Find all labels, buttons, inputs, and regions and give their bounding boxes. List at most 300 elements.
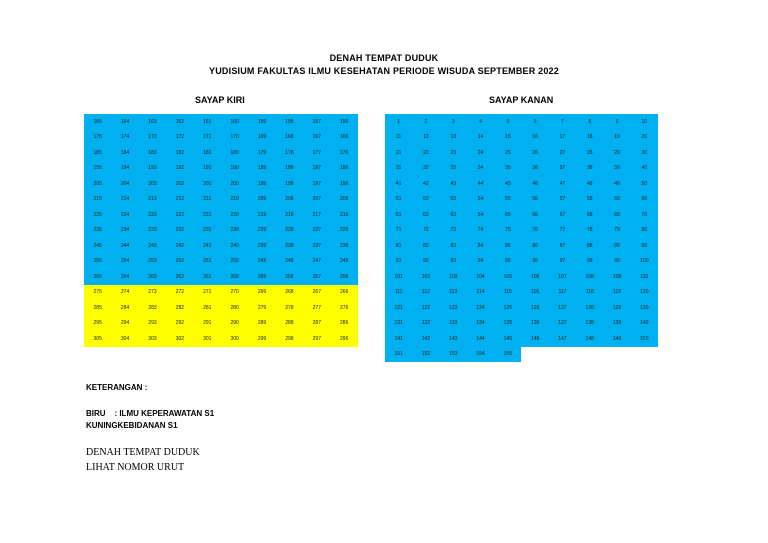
seat-cell: 65 xyxy=(494,207,521,223)
seat-cell: 23 xyxy=(440,145,467,161)
seat-cell: 117 xyxy=(549,285,576,301)
seat-cell: 265 xyxy=(84,269,111,285)
right-wing-seat-grid xyxy=(385,114,658,362)
seat-cell: 26 xyxy=(521,145,548,161)
seat-cell: 94 xyxy=(467,254,494,270)
seat-cell: 77 xyxy=(549,223,576,239)
seat-cell: 225 xyxy=(84,207,111,223)
seat-cell: 56 xyxy=(521,192,548,208)
seat-cell: 287 xyxy=(303,316,330,332)
seat-cell: 72 xyxy=(412,223,439,239)
seat-cell: 294 xyxy=(111,316,138,332)
note-line-2: LIHAT NOMOR URUT xyxy=(86,462,185,473)
seat-cell: 278 xyxy=(276,300,303,316)
seat-cell: 25 xyxy=(494,145,521,161)
seat-cell: 57 xyxy=(549,192,576,208)
seat-cell: 41 xyxy=(385,176,412,192)
seat-cell: 189 xyxy=(248,161,275,177)
seat-cell: 73 xyxy=(440,223,467,239)
seat-cell: 48 xyxy=(576,176,603,192)
seat-cell: 282 xyxy=(166,300,193,316)
seat-cell: 90 xyxy=(631,238,658,254)
seat-cell: 304 xyxy=(111,331,138,347)
seat-cell: 151 xyxy=(385,347,412,363)
seat-cell: 15 xyxy=(494,130,521,146)
seat-cell: 114 xyxy=(467,285,494,301)
seat-cell: 219 xyxy=(248,207,275,223)
seat-cell: 74 xyxy=(467,223,494,239)
seat-cell: 175 xyxy=(84,130,111,146)
seat-cell: 285 xyxy=(84,300,111,316)
seat-cell: 55 xyxy=(494,192,521,208)
seat-cell: 181 xyxy=(194,145,221,161)
seat-cell: 39 xyxy=(603,161,630,177)
seat-cell: 87 xyxy=(549,238,576,254)
seat-cell: 97 xyxy=(549,254,576,270)
seat-cell: 85 xyxy=(494,238,521,254)
seat-cell: 253 xyxy=(139,254,166,270)
right-wing-label: SAYAP KANAN xyxy=(489,95,554,105)
seat-cell: 303 xyxy=(139,331,166,347)
seat-cell: 239 xyxy=(248,238,275,254)
seat-cell: 250 xyxy=(221,254,248,270)
seat-cell: 121 xyxy=(385,300,412,316)
seat-cell: 160 xyxy=(221,114,248,130)
seat-cell: 216 xyxy=(331,207,358,223)
seat-cell: 158 xyxy=(276,114,303,130)
seat-cell: 110 xyxy=(631,269,658,285)
seat-cell: 194 xyxy=(111,161,138,177)
seat-cell: 157 xyxy=(303,114,330,130)
seat-cell: 122 xyxy=(412,300,439,316)
seat-cell: 184 xyxy=(111,145,138,161)
seat-cell: 113 xyxy=(440,285,467,301)
seat-cell: 139 xyxy=(603,316,630,332)
seat-cell: 125 xyxy=(494,300,521,316)
legend-blue: BIRU : ILMU KEPERAWATAN S1 xyxy=(86,409,215,418)
seat-cell: 228 xyxy=(276,223,303,239)
seat-cell: 263 xyxy=(139,269,166,285)
seat-cell: 222 xyxy=(166,207,193,223)
seat-cell: 135 xyxy=(494,316,521,332)
seat-cell: 179 xyxy=(248,145,275,161)
seat-cell: 130 xyxy=(631,300,658,316)
legend-title: KETERANGAN : xyxy=(86,383,148,392)
seat-cell: 10 xyxy=(631,114,658,130)
seat-cell: 28 xyxy=(576,145,603,161)
seat-cell: 47 xyxy=(549,176,576,192)
seat-cell: 271 xyxy=(194,285,221,301)
seat-cell: 144 xyxy=(467,331,494,347)
seat-cell: 109 xyxy=(603,269,630,285)
seat-cell: 50 xyxy=(631,176,658,192)
seat-cell: 259 xyxy=(248,269,275,285)
seat-cell: 288 xyxy=(276,316,303,332)
seat-cell: 159 xyxy=(248,114,275,130)
seat-cell: 136 xyxy=(521,316,548,332)
legend-yellow: KUNINGKEBIDANAN S1 xyxy=(86,421,178,430)
seat-cell: 251 xyxy=(194,254,221,270)
seat-cell: 5 xyxy=(494,114,521,130)
seat-cell: 106 xyxy=(521,269,548,285)
seat-cell: 102 xyxy=(412,269,439,285)
seat-cell: 155 xyxy=(494,347,521,363)
seat-cell: 148 xyxy=(576,331,603,347)
seat-cell: 244 xyxy=(111,238,138,254)
seat-cell: 62 xyxy=(412,207,439,223)
seat-cell: 284 xyxy=(111,300,138,316)
seat-cell: 260 xyxy=(221,269,248,285)
seat-cell: 1 xyxy=(385,114,412,130)
seat-cell: 99 xyxy=(603,254,630,270)
seat-cell: 248 xyxy=(276,254,303,270)
seat-cell: 156 xyxy=(331,114,358,130)
seat-cell: 43 xyxy=(440,176,467,192)
seat-cell: 254 xyxy=(111,254,138,270)
seat-cell: 105 xyxy=(494,269,521,285)
seat-cell: 206 xyxy=(331,192,358,208)
seat-cell: 123 xyxy=(440,300,467,316)
seat-cell: 37 xyxy=(549,161,576,177)
seat-cell: 229 xyxy=(248,223,275,239)
seat-cell: 277 xyxy=(303,300,330,316)
seat-cell: 32 xyxy=(412,161,439,177)
seat-cell: 242 xyxy=(166,238,193,254)
left-wing-seat-grid xyxy=(84,114,358,347)
seat-cell: 218 xyxy=(276,207,303,223)
seat-cell: 272 xyxy=(166,285,193,301)
seat-cell: 19 xyxy=(603,130,630,146)
seat-cell: 261 xyxy=(194,269,221,285)
seat-cell: 292 xyxy=(166,316,193,332)
seat-cell: 9 xyxy=(603,114,630,130)
seat-cell: 234 xyxy=(111,223,138,239)
seat-cell: 69 xyxy=(603,207,630,223)
seat-cell: 42 xyxy=(412,176,439,192)
seat-cell: 169 xyxy=(248,130,275,146)
seat-cell: 119 xyxy=(603,285,630,301)
seat-cell: 67 xyxy=(549,207,576,223)
seat-cell: 262 xyxy=(166,269,193,285)
seat-cell: 34 xyxy=(467,161,494,177)
seat-cell: 91 xyxy=(385,254,412,270)
seat-cell: 46 xyxy=(521,176,548,192)
seat-cell: 249 xyxy=(248,254,275,270)
seat-cell: 14 xyxy=(467,130,494,146)
seat-cell: 273 xyxy=(139,285,166,301)
seat-cell: 101 xyxy=(385,269,412,285)
seat-cell: 2 xyxy=(412,114,439,130)
seat-cell: 238 xyxy=(276,238,303,254)
seat-cell: 217 xyxy=(303,207,330,223)
seat-cell: 178 xyxy=(276,145,303,161)
seat-cell: 295 xyxy=(84,316,111,332)
seat-cell: 22 xyxy=(412,145,439,161)
seat-cell: 108 xyxy=(576,269,603,285)
seat-cell: 31 xyxy=(385,161,412,177)
seat-cell: 208 xyxy=(276,192,303,208)
seat-cell: 107 xyxy=(549,269,576,285)
seat-cell: 241 xyxy=(194,238,221,254)
seat-cell: 133 xyxy=(440,316,467,332)
seat-cell: 233 xyxy=(139,223,166,239)
seat-cell: 280 xyxy=(221,300,248,316)
seat-cell: 211 xyxy=(194,192,221,208)
seat-cell: 142 xyxy=(412,331,439,347)
seat-cell: 270 xyxy=(221,285,248,301)
seat-cell: 8 xyxy=(576,114,603,130)
seat-cell: 227 xyxy=(303,223,330,239)
seat-cell: 128 xyxy=(576,300,603,316)
seat-cell: 79 xyxy=(603,223,630,239)
seat-cell: 104 xyxy=(467,269,494,285)
seat-cell: 268 xyxy=(276,285,303,301)
seat-cell: 35 xyxy=(494,161,521,177)
seat-cell: 232 xyxy=(166,223,193,239)
seat-cell: 49 xyxy=(603,176,630,192)
seat-cell: 289 xyxy=(248,316,275,332)
seat-cell: 291 xyxy=(194,316,221,332)
seat-cell: 118 xyxy=(576,285,603,301)
seat-cell: 76 xyxy=(521,223,548,239)
seat-cell: 305 xyxy=(84,331,111,347)
seat-cell: 220 xyxy=(221,207,248,223)
seat-cell: 258 xyxy=(276,269,303,285)
seat-cell: 200 xyxy=(221,176,248,192)
seat-cell: 188 xyxy=(276,161,303,177)
seat-cell: 235 xyxy=(84,223,111,239)
seat-cell: 81 xyxy=(385,238,412,254)
seat-cell: 141 xyxy=(385,331,412,347)
seat-cell: 93 xyxy=(440,254,467,270)
seat-cell: 301 xyxy=(194,331,221,347)
seat-cell: 210 xyxy=(221,192,248,208)
seat-cell: 16 xyxy=(521,130,548,146)
seat-cell: 202 xyxy=(166,176,193,192)
seat-cell: 126 xyxy=(521,300,548,316)
seat-cell: 279 xyxy=(248,300,275,316)
seat-cell: 44 xyxy=(467,176,494,192)
seat-cell: 38 xyxy=(576,161,603,177)
seat-cell: 293 xyxy=(139,316,166,332)
seat-cell: 300 xyxy=(221,331,248,347)
seat-cell: 196 xyxy=(331,176,358,192)
seat-cell: 236 xyxy=(331,238,358,254)
seat-cell: 166 xyxy=(331,130,358,146)
seat-cell: 134 xyxy=(467,316,494,332)
left-wing-label: SAYAP KIRI xyxy=(195,95,245,105)
seat-cell: 29 xyxy=(603,145,630,161)
seat-cell: 150 xyxy=(631,331,658,347)
seat-cell: 120 xyxy=(631,285,658,301)
seat-cell: 275 xyxy=(84,285,111,301)
seat-cell: 13 xyxy=(440,130,467,146)
seat-cell: 207 xyxy=(303,192,330,208)
seat-cell: 70 xyxy=(631,207,658,223)
seat-cell: 205 xyxy=(84,176,111,192)
seat-cell: 224 xyxy=(111,207,138,223)
seat-cell: 18 xyxy=(576,130,603,146)
seat-cell: 75 xyxy=(494,223,521,239)
seat-cell: 296 xyxy=(331,331,358,347)
seat-cell: 68 xyxy=(576,207,603,223)
seat-cell: 195 xyxy=(84,161,111,177)
seat-cell: 96 xyxy=(521,254,548,270)
seat-cell: 92 xyxy=(412,254,439,270)
seat-cell: 124 xyxy=(467,300,494,316)
seat-cell: 4 xyxy=(467,114,494,130)
seat-cell: 154 xyxy=(467,347,494,363)
seat-cell: 281 xyxy=(194,300,221,316)
note-line-1: DENAH TEMPAT DUDUK xyxy=(86,447,200,458)
seat-cell: 226 xyxy=(331,223,358,239)
seat-cell: 86 xyxy=(521,238,548,254)
seat-cell: 204 xyxy=(111,176,138,192)
seat-cell: 115 xyxy=(494,285,521,301)
seat-cell: 6 xyxy=(521,114,548,130)
seat-cell: 60 xyxy=(631,192,658,208)
seat-cell: 173 xyxy=(139,130,166,146)
page-title: DENAH TEMPAT DUDUK xyxy=(329,53,439,63)
seat-cell: 59 xyxy=(603,192,630,208)
seat-cell: 276 xyxy=(331,300,358,316)
seat-cell: 240 xyxy=(221,238,248,254)
seat-cell: 274 xyxy=(111,285,138,301)
seat-cell: 193 xyxy=(139,161,166,177)
seat-cell: 36 xyxy=(521,161,548,177)
seat-cell: 256 xyxy=(331,269,358,285)
seat-cell: 145 xyxy=(494,331,521,347)
seat-cell: 257 xyxy=(303,269,330,285)
seat-cell: 221 xyxy=(194,207,221,223)
seat-cell: 3 xyxy=(440,114,467,130)
seat-cell: 297 xyxy=(303,331,330,347)
seat-cell: 190 xyxy=(221,161,248,177)
seat-cell: 267 xyxy=(303,285,330,301)
seat-cell: 299 xyxy=(248,331,275,347)
seat-cell: 45 xyxy=(494,176,521,192)
seat-cell: 89 xyxy=(603,238,630,254)
seat-cell: 71 xyxy=(385,223,412,239)
seat-cell: 80 xyxy=(631,223,658,239)
seat-cell: 266 xyxy=(331,285,358,301)
seat-cell: 255 xyxy=(84,254,111,270)
seat-cell: 147 xyxy=(549,331,576,347)
seat-cell: 78 xyxy=(576,223,603,239)
seat-cell: 95 xyxy=(494,254,521,270)
seat-cell: 192 xyxy=(166,161,193,177)
seat-cell: 176 xyxy=(331,145,358,161)
seat-cell: 214 xyxy=(111,192,138,208)
seat-cell: 286 xyxy=(331,316,358,332)
seat-cell: 52 xyxy=(412,192,439,208)
seat-cell: 170 xyxy=(221,130,248,146)
seat-cell: 197 xyxy=(303,176,330,192)
seat-cell: 237 xyxy=(303,238,330,254)
seat-cell: 203 xyxy=(139,176,166,192)
seat-cell: 215 xyxy=(84,192,111,208)
seat-cell: 152 xyxy=(412,347,439,363)
seat-cell: 24 xyxy=(467,145,494,161)
seat-cell: 230 xyxy=(221,223,248,239)
seat-cell: 143 xyxy=(440,331,467,347)
seat-cell: 98 xyxy=(576,254,603,270)
seat-cell: 167 xyxy=(303,130,330,146)
empty-cell xyxy=(576,347,603,363)
seat-cell: 66 xyxy=(521,207,548,223)
seat-cell: 83 xyxy=(440,238,467,254)
seat-cell: 88 xyxy=(576,238,603,254)
seat-cell: 191 xyxy=(194,161,221,177)
seat-cell: 58 xyxy=(576,192,603,208)
seat-cell: 138 xyxy=(576,316,603,332)
seat-cell: 51 xyxy=(385,192,412,208)
seat-cell: 17 xyxy=(549,130,576,146)
seat-cell: 298 xyxy=(276,331,303,347)
seat-cell: 213 xyxy=(139,192,166,208)
empty-cell xyxy=(603,347,630,363)
seat-cell: 172 xyxy=(166,130,193,146)
seat-cell: 103 xyxy=(440,269,467,285)
seat-cell: 290 xyxy=(221,316,248,332)
seat-cell: 7 xyxy=(549,114,576,130)
seat-cell: 174 xyxy=(111,130,138,146)
seat-cell: 40 xyxy=(631,161,658,177)
seat-cell: 187 xyxy=(303,161,330,177)
empty-cell xyxy=(549,347,576,363)
seat-cell: 182 xyxy=(166,145,193,161)
seat-cell: 269 xyxy=(248,285,275,301)
seat-cell: 140 xyxy=(631,316,658,332)
seat-cell: 209 xyxy=(248,192,275,208)
seat-cell: 283 xyxy=(139,300,166,316)
seat-cell: 82 xyxy=(412,238,439,254)
seat-cell: 186 xyxy=(331,161,358,177)
seat-cell: 163 xyxy=(139,114,166,130)
seat-cell: 12 xyxy=(412,130,439,146)
seat-cell: 149 xyxy=(603,331,630,347)
seat-cell: 84 xyxy=(467,238,494,254)
seat-cell: 153 xyxy=(440,347,467,363)
seat-cell: 185 xyxy=(84,145,111,161)
seat-cell: 111 xyxy=(385,285,412,301)
seat-cell: 231 xyxy=(194,223,221,239)
seat-cell: 201 xyxy=(194,176,221,192)
seat-cell: 247 xyxy=(303,254,330,270)
seat-cell: 264 xyxy=(111,269,138,285)
seat-cell: 116 xyxy=(521,285,548,301)
seat-cell: 245 xyxy=(84,238,111,254)
seat-cell: 100 xyxy=(631,254,658,270)
seat-cell: 171 xyxy=(194,130,221,146)
seat-cell: 127 xyxy=(549,300,576,316)
seat-cell: 21 xyxy=(385,145,412,161)
seat-cell: 64 xyxy=(467,207,494,223)
empty-cell xyxy=(631,347,658,363)
seat-cell: 223 xyxy=(139,207,166,223)
seat-cell: 161 xyxy=(194,114,221,130)
seat-cell: 243 xyxy=(139,238,166,254)
seat-cell: 33 xyxy=(440,161,467,177)
seat-cell: 61 xyxy=(385,207,412,223)
seat-cell: 162 xyxy=(166,114,193,130)
seat-cell: 177 xyxy=(303,145,330,161)
seat-cell: 63 xyxy=(440,207,467,223)
seat-cell: 302 xyxy=(166,331,193,347)
seat-cell: 131 xyxy=(385,316,412,332)
seat-cell: 180 xyxy=(221,145,248,161)
seat-cell: 20 xyxy=(631,130,658,146)
